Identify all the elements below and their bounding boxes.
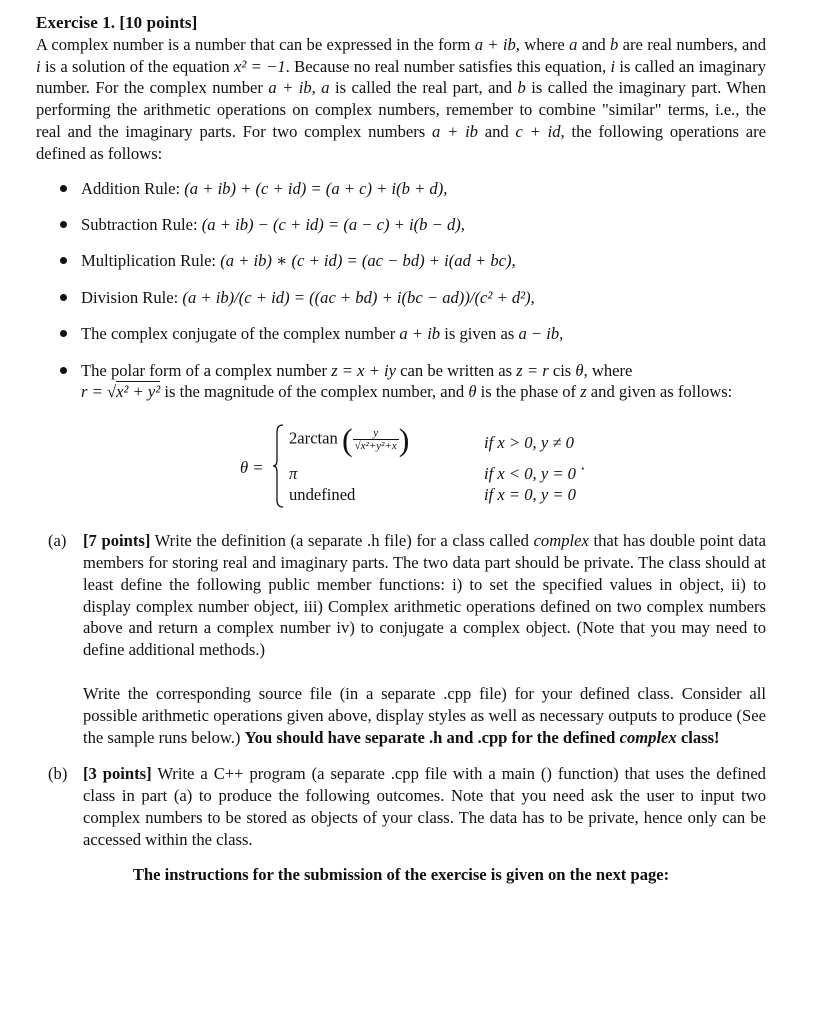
case-condition-3: if x = 0, y = 0 — [484, 485, 576, 505]
case-row-1 — [289, 421, 410, 458]
case-row-3: undefined — [289, 485, 356, 505]
rule-formula: a − ib, — [518, 324, 564, 344]
case-row-2: π — [289, 464, 298, 484]
intro-paragraph: Exercise 1. [10 points] A complex number is a number that can be expressed in the form a + ib, where a and b are real numbers, and i is a solution of the equation x² = −1. Because no real number satisfies this equation, i is called an imaginary number. For the complex number a + ib, a is called the real part, and b is called the imaginary part. When performing the arithmetic operations on complex numbers, remember to combine "similar" terms, i.e., the real and the imaginary parts. For two complex numbers a + ib and c + id, the following operations are defined as follows: — [36, 13, 766, 163]
math-var: i — [610, 56, 616, 76]
polar-text: , where — [583, 360, 633, 380]
rule-label: Division Rule: — [81, 287, 183, 307]
fraction-denominator: √x²+y²+x — [354, 440, 397, 453]
fraction-numerator: y — [353, 427, 399, 440]
part-a-text: Write the definition (a separate .h file) for a class called — [150, 531, 534, 551]
part-a-bold-end: class! — [676, 727, 720, 747]
class-name: complex — [533, 531, 589, 551]
part-a — [36, 530, 766, 748]
list-item — [36, 360, 766, 404]
equation-lhs: θ = — [240, 458, 264, 478]
rule-formula: (a + ib) − (c + id) = (a − c) + i(b − d), — [201, 214, 465, 234]
polar-text: The polar form of a complex number — [81, 360, 332, 380]
math-form: a + ib — [474, 34, 516, 54]
rule-label: Addition Rule: — [81, 178, 185, 198]
part-b — [36, 763, 766, 850]
bullet-icon — [60, 330, 67, 337]
case-condition-2 — [484, 459, 586, 485]
polar-text: is the magnitude of the complex number, and — [160, 382, 469, 402]
intro-text: and — [577, 34, 611, 54]
math-expr: z = r — [516, 360, 549, 380]
rule-formula: (a + ib) + (c + id) = (a + c) + i(b + d), — [184, 178, 448, 198]
list-item — [36, 178, 766, 200]
intro-text: , the following operations are defined as follows: — [36, 121, 766, 163]
part-b-points: [3 points] — [83, 764, 152, 784]
math-form: c + id — [515, 121, 561, 141]
math-var: a — [321, 78, 330, 98]
math-expr: r = — [81, 382, 107, 402]
intro-text: are real numbers, and — [618, 34, 766, 54]
exercise-points: [10 points] — [119, 13, 198, 32]
polar-text: is the phase of — [476, 382, 581, 402]
case-condition-1: if x > 0, y ≠ 0 — [484, 433, 574, 453]
bullet-icon — [60, 221, 67, 228]
math-var: i — [36, 56, 41, 76]
intro-text: , where — [515, 34, 570, 54]
sqrt-icon: √ — [106, 382, 117, 402]
math-expr: z = x + iy — [331, 360, 396, 380]
rule-text: is given as — [440, 324, 519, 344]
math-var: θ — [468, 382, 477, 402]
rules-list — [36, 178, 766, 404]
polar-text: cis — [548, 360, 576, 380]
math-form: a + ib — [432, 121, 478, 141]
paren-open: ( — [341, 421, 353, 458]
math-var: a — [569, 34, 578, 54]
list-item — [36, 250, 766, 272]
piecewise-equation — [36, 423, 766, 513]
brace-icon — [272, 424, 284, 508]
bullet-icon — [60, 185, 67, 192]
polar-text: and given as follows: — [586, 382, 733, 402]
rule-label: Subtraction Rule: — [81, 214, 202, 234]
bullet-icon — [60, 257, 67, 264]
rule-label: The complex conjugate of the complex number — [81, 324, 400, 344]
math-var: z — [580, 382, 587, 402]
math-var: b — [517, 78, 526, 98]
part-a-points: [7 points] — [83, 531, 151, 551]
part-a-label: (a) — [48, 531, 67, 551]
rule-formula: (a + ib) ∗ (c + id) = (ac − bd) + i(ad + bc), — [220, 251, 516, 271]
polar-text: can be written as — [396, 360, 517, 380]
case-function: 2arctan — [289, 428, 338, 448]
intro-text: . Because no real number satisfies this equation, — [285, 56, 611, 76]
part-b-text: Write a C++ program (a separate .cpp file with a main () function) that uses the defined class in part (a) to produce the following outcomes. Note that you need ask the user to input two complex numbers to be stored as objects of your class. The data has to be private, hence only can be accessed within the class. — [83, 764, 766, 849]
intro-text: and — [477, 121, 516, 141]
intro-text: is a solution of the equation — [40, 56, 234, 76]
part-b-label: (b) — [48, 764, 68, 784]
intro-text: is called an imaginary number. For the complex number — [36, 56, 766, 98]
case-dot: · — [579, 459, 586, 479]
rule-label: Multiplication Rule: — [81, 251, 221, 271]
part-a-text: that has double point data members for storing real and imaginary parts. The two data part should be private. The class should at least define the following public member functions: i) to set the specified values in object, ii) to display complex number object, iii) Complex arithmetic operations defined on two complex numbers above and return a complex number iv) to conjugate a complex object. (Note that you may need to define additional methods.) — [83, 531, 766, 660]
rule-formula: (a + ib)/(c + id) = ((ac + bd) + i(bc − ad))/(c² + d²), — [182, 287, 535, 307]
document-page — [36, 12, 766, 886]
intro-text: is called the real part, and — [335, 78, 518, 98]
math-var: b — [610, 34, 619, 54]
class-name-bold: complex — [619, 727, 677, 747]
intro-text: A complex number is a number that can be expressed in the form — [36, 34, 475, 54]
case-fraction — [353, 427, 399, 452]
bullet-icon — [60, 294, 67, 301]
paren-close: ) — [398, 421, 410, 458]
math-equation: x² = −1 — [233, 56, 286, 76]
math-radicand: x² + y² — [116, 382, 161, 402]
math-form: a + ib — [268, 78, 312, 98]
footer-note: The instructions for the submission of the exercise is given on the next page: — [132, 865, 670, 885]
list-item — [36, 287, 766, 309]
list-item — [36, 323, 766, 345]
rule-formula: a + ib — [399, 324, 441, 344]
part-a-text-2: Write the corresponding source file (in a separate .cpp file) for your defined class. Consider all possible arithmetic operations given above, display styles as well as necessary outputs to produce (See the sample runs below.) — [83, 683, 766, 747]
part-a-bold-note: You should have separate .h and .cpp for the defined — [244, 727, 620, 747]
exercise-title: Exercise 1. — [36, 13, 116, 32]
bullet-icon — [60, 367, 67, 374]
case-condition-text: if x < 0, y = 0 — [484, 464, 576, 484]
math-var: θ — [575, 360, 584, 380]
intro-text: is called the imaginary part. When performing the arithmetic operations on complex numbers, remember to combine "similar" terms, i.e., the real and the imaginary parts. For two complex numbers — [36, 78, 766, 141]
list-item — [36, 214, 766, 236]
